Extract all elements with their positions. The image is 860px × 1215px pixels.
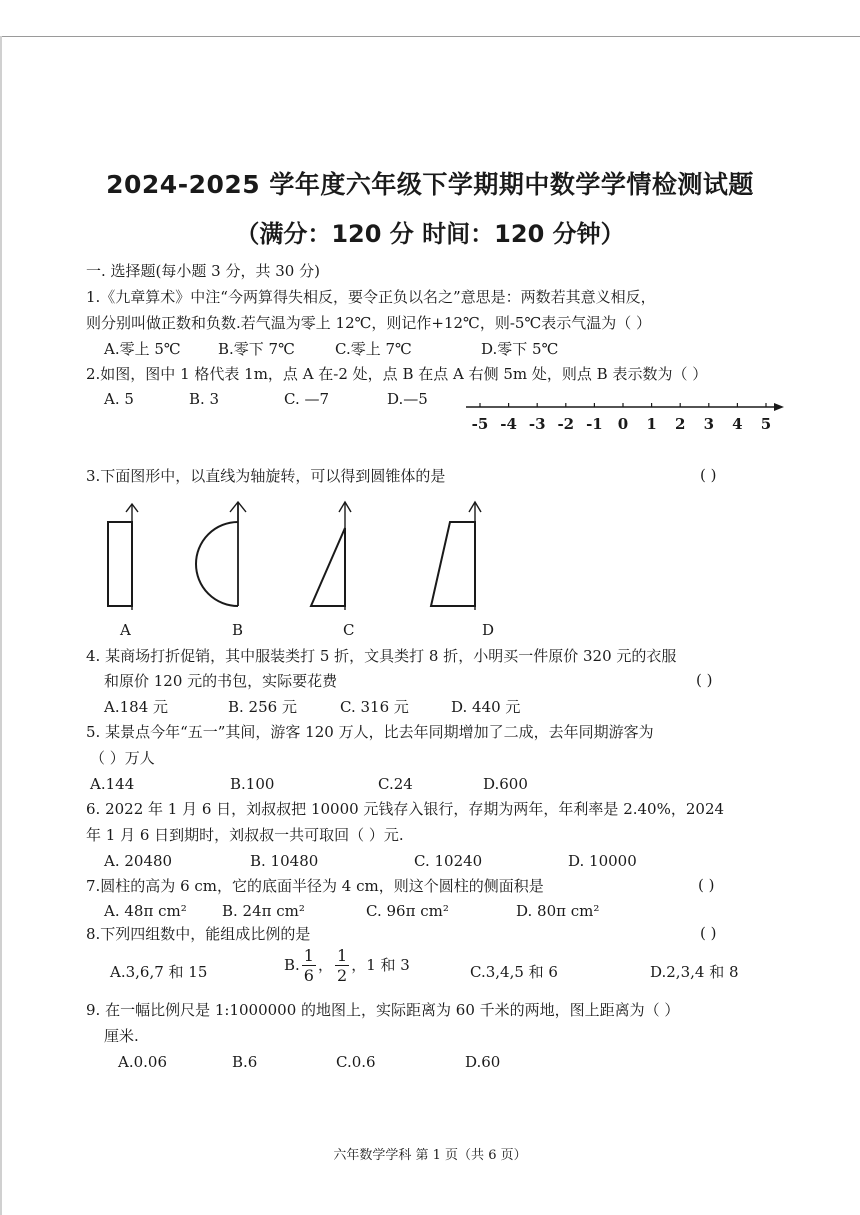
q8-option-c: C.3,4,5 和 6 bbox=[470, 963, 558, 981]
q1-option-a: A.零上 5℃ bbox=[104, 340, 181, 358]
q7-option-c: C. 96π cm² bbox=[366, 902, 449, 920]
q9-line1: 9. 在一幅比例尺是 1:1000000 的地图上，实际距离为 60 千米的两地，图上距离为（ ） bbox=[86, 1001, 680, 1019]
q9-option-c: C.0.6 bbox=[336, 1053, 376, 1071]
q6-option-a: A. 20480 bbox=[104, 852, 173, 870]
q1-option-d: D.零下 5℃ bbox=[481, 340, 559, 358]
q8-fraction-1-denominator: 6 bbox=[303, 966, 314, 985]
q5-line2: （ ）万人 bbox=[90, 749, 155, 767]
q8-answer-paren: ( ) bbox=[700, 924, 717, 942]
number-line-label: 3 bbox=[703, 415, 715, 433]
q9-option-b: B.6 bbox=[232, 1053, 258, 1071]
q1-option-b: B.零下 7℃ bbox=[218, 340, 295, 358]
page-footer: 六年数学学科 第 1 页（共 6 页） bbox=[333, 1148, 527, 1163]
number-line-label: 1 bbox=[646, 415, 657, 433]
q3-shape-label-d: D bbox=[482, 621, 495, 639]
q8-fraction-2-numerator: 1 bbox=[337, 946, 348, 965]
q8-option-b-suffix: ，1 和 3 bbox=[351, 956, 410, 974]
q8-fraction-1 bbox=[302, 946, 316, 985]
number-line-figure bbox=[466, 396, 784, 438]
q8-option-b-separator: ， bbox=[317, 956, 333, 974]
number-line-label: 4 bbox=[732, 415, 743, 433]
page-top-border bbox=[0, 0, 860, 37]
q7-option-a: A. 48π cm² bbox=[104, 902, 187, 920]
shape-c-triangle bbox=[311, 502, 351, 610]
q1-line2: 则分别叫做正数和负数.若气温为零上 12℃，则记作+12℃，则-5℃表示气温为（ ） bbox=[86, 314, 652, 332]
q4-option-a: A.184 元 bbox=[104, 698, 168, 716]
number-line-label: -1 bbox=[586, 415, 603, 433]
number-line-label: -3 bbox=[528, 415, 546, 433]
q8-option-b bbox=[284, 946, 410, 985]
q6-line1: 6. 2022 年 1 月 6 日，刘叔叔把 10000 元钱存入银行，存期为两年，年利率是 2.40%，2024 bbox=[86, 800, 725, 818]
q4-line1: 4. 某商场打折促销，其中服装类打 5 折，文具类打 8 折，小明买一件原价 320 元的衣服 bbox=[86, 647, 677, 665]
section-heading: 一. 选择题(每小题 3 分，共 30 分) bbox=[86, 262, 320, 280]
exam-title: 2024-2025 学年度六年级下学期期中数学学情检测试题 bbox=[106, 170, 754, 199]
q7-answer-paren: ( ) bbox=[698, 876, 715, 894]
page-left-border bbox=[0, 36, 2, 1215]
number-line-label: -5 bbox=[471, 415, 489, 433]
q1-option-c: C.零上 7℃ bbox=[335, 340, 412, 358]
number-line-label: 2 bbox=[674, 415, 686, 433]
q4-option-c: C. 316 元 bbox=[340, 698, 409, 716]
q4-option-d: D. 440 元 bbox=[451, 698, 521, 716]
q4-option-b: B. 256 元 bbox=[228, 698, 297, 716]
q3-line1: 3.下面图形中，以直线为轴旋转，可以得到圆锥体的是 bbox=[86, 467, 446, 485]
q8-option-d: D.2,3,4 和 8 bbox=[650, 963, 739, 981]
q7-option-d: D. 80π cm² bbox=[516, 902, 600, 920]
q3-shape-label-a: A bbox=[120, 621, 131, 639]
q4-line2: 和原价 120 元的书包，实际要花费 bbox=[104, 672, 338, 690]
q2-option-a: A. 5 bbox=[104, 390, 134, 408]
q6-option-d: D. 10000 bbox=[568, 852, 637, 870]
q5-option-c: C.24 bbox=[378, 775, 413, 793]
q8-fraction-2 bbox=[335, 946, 349, 985]
q5-option-a: A.144 bbox=[90, 775, 135, 793]
number-line-label: 0 bbox=[617, 415, 629, 433]
q2-line1: 2.如图，图中 1 格代表 1m，点 A 在-2 处，点 B 在点 A 右侧 5m 处，则点 B 表示数为（ ） bbox=[86, 365, 708, 383]
number-line-labels bbox=[472, 415, 772, 433]
q9-option-d: D.60 bbox=[465, 1053, 501, 1071]
q8-line1: 8.下列四组数中，能组成比例的是 bbox=[86, 925, 311, 943]
q3-shape-label-b: B bbox=[232, 621, 244, 639]
q5-option-b: B.100 bbox=[230, 775, 275, 793]
q8-option-b-prefix: B. bbox=[284, 956, 300, 974]
q8-fraction-1-numerator: 1 bbox=[303, 946, 314, 965]
q9-option-a: A.0.06 bbox=[118, 1053, 167, 1071]
q9-line2: 厘米. bbox=[104, 1027, 139, 1045]
q2-option-b: B. 3 bbox=[189, 390, 220, 408]
rotation-shapes-figure bbox=[95, 490, 515, 640]
q4-answer-paren: ( ) bbox=[696, 671, 713, 689]
q8-fraction-2-denominator: 2 bbox=[337, 966, 348, 985]
q6-option-b: B. 10480 bbox=[250, 852, 319, 870]
number-line-label: -2 bbox=[557, 415, 575, 433]
q1-line1: 1.《九章算术》中注“今两算得失相反，要令正负以名之”意思是：两数若其意义相反， bbox=[86, 288, 656, 306]
shape-b-semicircle bbox=[196, 502, 246, 606]
q6-line2: 年 1 月 6 日到期时，刘叔叔一共可取回（ ）元. bbox=[86, 826, 404, 844]
q3-shape-label-c: C bbox=[343, 621, 355, 639]
q2-option-d: D.—5 bbox=[387, 390, 428, 408]
shape-d-trapezoid bbox=[431, 502, 481, 610]
q3-answer-paren: ( ) bbox=[700, 466, 717, 484]
exam-subtitle: （满分：120 分 时间：120 分钟） bbox=[235, 220, 625, 248]
q5-line1: 5. 某景点今年“五一”其间，游客 120 万人，比去年同期增加了二成，去年同期游客为 bbox=[86, 723, 654, 741]
q5-option-d: D.600 bbox=[483, 775, 528, 793]
number-line-label: -4 bbox=[500, 415, 517, 433]
q2-option-c: C. —7 bbox=[284, 390, 330, 408]
q8-option-a: A.3,6,7 和 15 bbox=[110, 963, 208, 981]
q7-option-b: B. 24π cm² bbox=[222, 902, 305, 920]
q6-option-c: C. 10240 bbox=[414, 852, 483, 870]
shape-a-rectangle bbox=[108, 504, 138, 610]
q7-line1: 7.圆柱的高为 6 cm，它的底面半径为 4 cm，则这个圆柱的侧面积是 bbox=[86, 877, 544, 895]
number-line-arrow bbox=[774, 403, 784, 411]
number-line-label: 5 bbox=[760, 415, 772, 433]
